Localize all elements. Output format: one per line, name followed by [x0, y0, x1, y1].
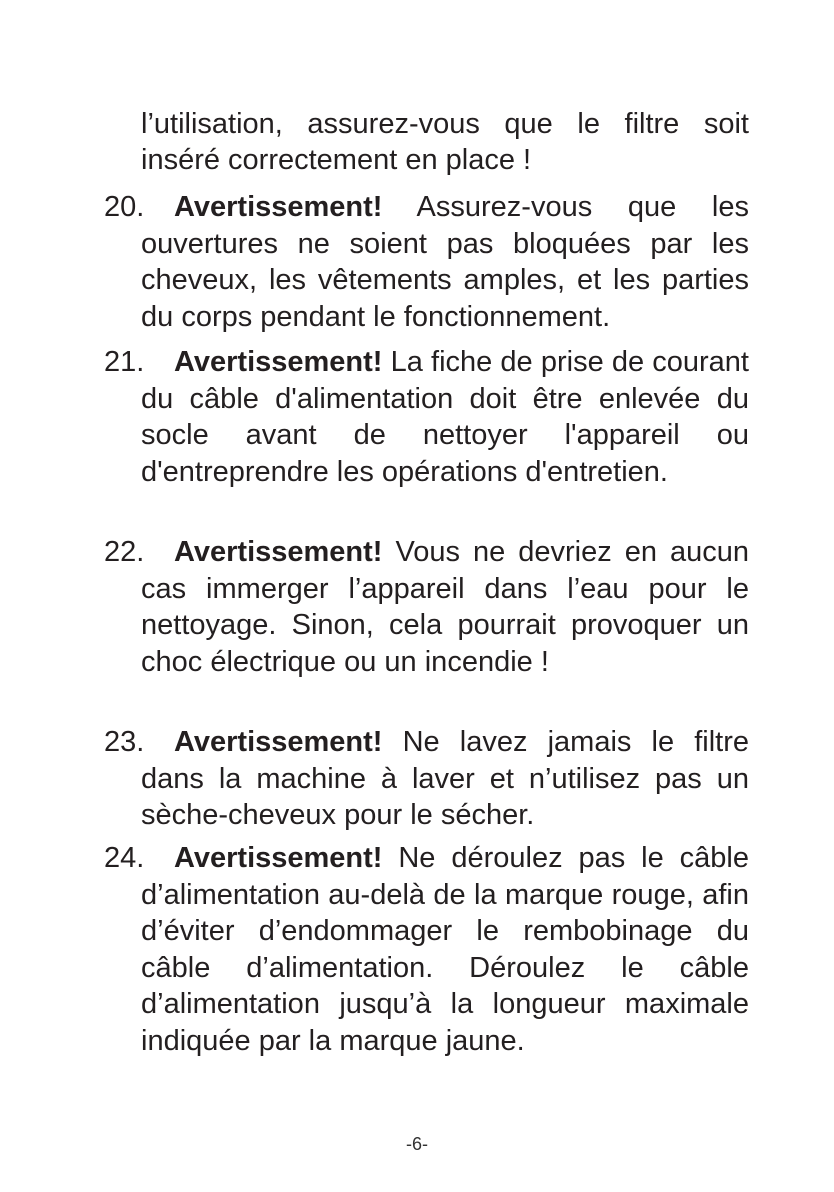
item-number: 20.	[104, 191, 145, 223]
item-body	[104, 840, 749, 1059]
item-text: Ne déroulez pas le câble d’alimentation au-delà de la marque rouge, afin d’éviter d’endommager le rembobinage du câble d’alimentation. Déroulez le câble d’alimentation jusqu’à la longueur maximale indiquée par la marque jaune.	[141, 842, 749, 1057]
warning-label: Avertissement!	[174, 536, 383, 568]
warning-label: Avertissement!	[174, 726, 383, 758]
warning-item-24	[104, 840, 749, 1059]
item-body	[104, 724, 749, 834]
item-number: 24.	[104, 842, 145, 874]
warning-item-22	[104, 534, 749, 680]
continuation-paragraph: l’utilisation, assurez-vous que le filtre soit inséré correctement en place !	[141, 108, 749, 176]
warning-label: Avertissement!	[174, 842, 383, 874]
warning-item-23	[104, 724, 749, 834]
warning-item-21	[104, 344, 749, 490]
item-text: Ne lavez jamais le filtre dans la machine à laver et n’utilisez pas un sèche-cheveux pour le sécher.	[141, 726, 749, 831]
warning-label: Avertissement!	[174, 346, 383, 378]
item-number: 23.	[104, 726, 145, 758]
item-text: Vous ne devriez en aucun cas immerger l’appareil dans l’eau pour le nettoyage. Sinon, cela pourrait provoquer un choc électrique ou un incendie !	[141, 536, 749, 678]
warning-item-20	[104, 189, 749, 335]
item-text: Assurez-vous que les ouvertures ne soient pas bloquées par les cheveux, les vêtements amples, et les parties du corps pendant le fonctionnement.	[141, 191, 749, 333]
item-text: La fiche de prise de courant du câble d'alimentation doit être enlevée du socle avant de nettoyer l'appareil ou d'entreprendre les opérations d'entretien.	[141, 346, 749, 488]
item-number: 21.	[104, 346, 145, 378]
item-body	[104, 189, 749, 335]
item-body	[104, 534, 749, 680]
warning-label: Avertissement!	[174, 191, 383, 223]
item-body	[104, 344, 749, 490]
item-number: 22.	[104, 536, 145, 568]
page-number: -6-	[406, 1134, 428, 1154]
